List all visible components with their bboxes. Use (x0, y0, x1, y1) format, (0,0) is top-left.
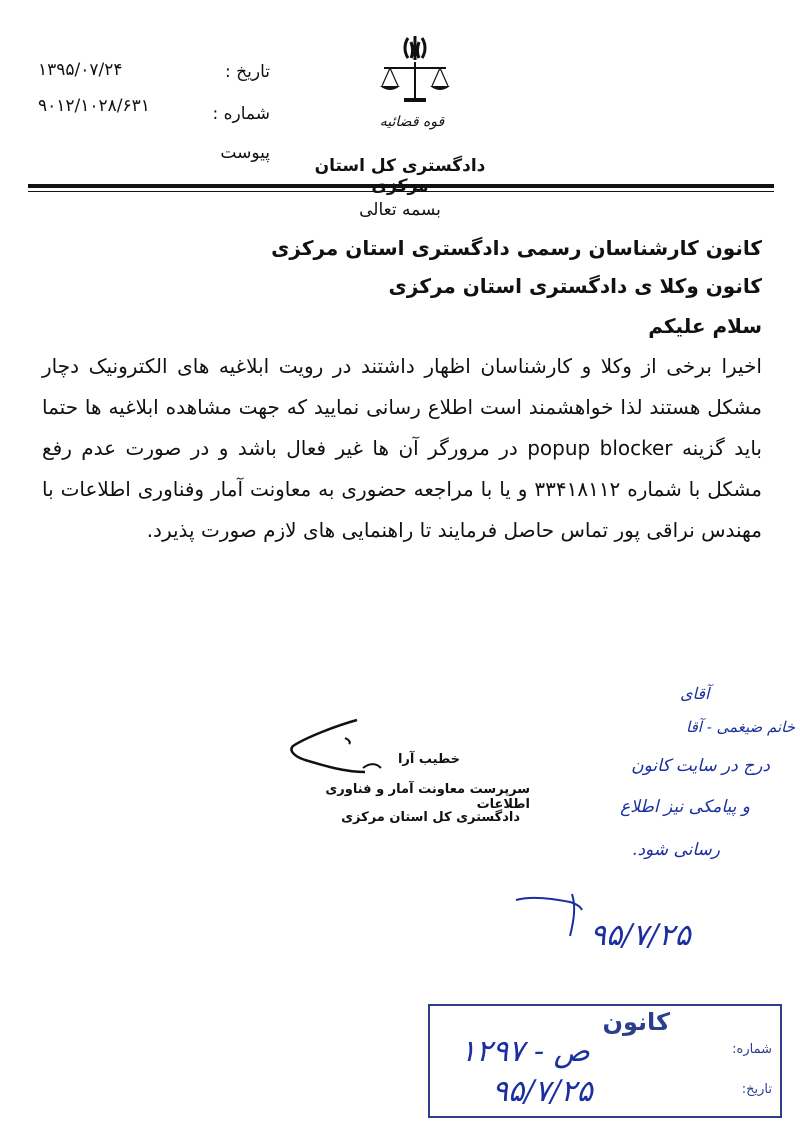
greeting: سلام علیکم (648, 314, 762, 338)
signatory-department: دادگستری کل استان مرکزی (341, 810, 520, 825)
emblem-caption: قوه قضائیه (379, 114, 445, 130)
signatory-name: خطیب آرا (397, 752, 460, 767)
letter-body: اخیرا برخی از وکلا و کارشناسان اظهار داشتند در رویت ابلاغیه های الکترونیک دچار مشکل هستند لذا خواهشمند است اطلاع رسانی نمایید که جهت مشاهده ابلاغیه ها حتما باید گزینه popup blocker در مرورگر آن ها غیر فعال باشد و در صورت عدم رفع مشکل با شماره ۳۳۴۱۸۱۱۲ و یا با مراجعه حضوری به معاونت آمار وفناوری اطلاعات با مهندس نراقی پور تماس حاصل فرمایند تا راهنمایی های لازم صورت پذیرد. (42, 354, 763, 542)
attachment-label: پیوست (220, 143, 270, 163)
court-name: دادگستری کل استان (314, 156, 486, 176)
stamp-number-value: ۱۲۹۷ - ص (460, 1034, 590, 1069)
header-rule-thin (28, 191, 774, 192)
number-label: شماره : (212, 104, 270, 124)
header-rule-thick (28, 184, 774, 188)
handwritten-signature (510, 880, 600, 940)
handwritten-date: ۹۵/۷/۲۵ (590, 918, 691, 953)
bismillah: بسمه تعالی (359, 200, 441, 220)
signatory-title: سرپرست معاونت آمار و فناوری اطلاعات (325, 782, 530, 812)
addressee-2: کانون وکلا ی دادگستری استان مرکزی (388, 274, 762, 298)
handwritten-line-3: و پیامکی نیز اطلاع (620, 797, 750, 817)
stamp-title: کانون (602, 1008, 670, 1036)
handwritten-line-4: رسانی شود. (632, 840, 720, 860)
registry-stamp (428, 1004, 782, 1118)
judiciary-emblem-icon (370, 32, 460, 112)
handwritten-line-2: درج در سایت کانون (631, 756, 770, 776)
stamp-date-value: ۹۵/۷/۲۵ (492, 1074, 593, 1109)
stamp-number-label: شماره: (732, 1042, 772, 1057)
number-value: ۹۰۱۲/۱۰۲۸/۶۳۱ (38, 96, 150, 116)
addressee-1: کانون کارشناسان رسمی دادگستری استان مرکزی (271, 236, 762, 260)
stamp-date-label: تاریخ: (741, 1082, 772, 1097)
handwritten-line-1: خانم ضیغمی - آقا (686, 718, 795, 736)
handwritten-line-0: آقای (680, 684, 710, 703)
date-value: ۱۳۹۵/۰۷/۲۴ (38, 60, 123, 80)
date-label: تاریخ : (225, 62, 270, 82)
